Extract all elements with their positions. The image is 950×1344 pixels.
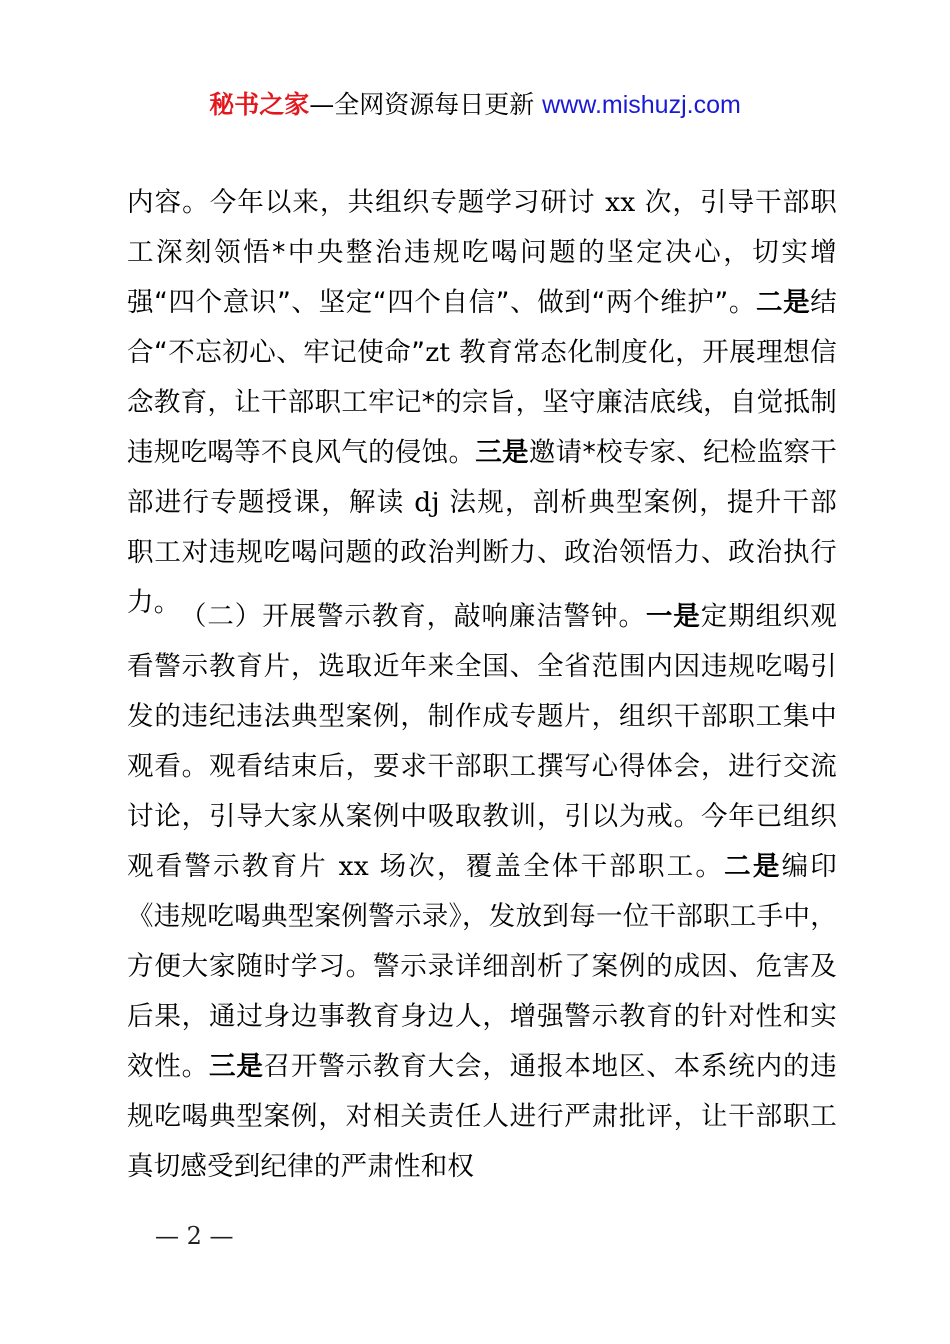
p2-text-5: 召开警示教育大会，通报本地区、本系统内的违规吃喝典型案例，对相关责任人进行严肃批评，让干部职工真切感受到纪律的严肃性和权 bbox=[127, 1051, 837, 1182]
p1-text-5: zt bbox=[425, 337, 451, 368]
p2-text-4: 编印《违规吃喝典型案例警示录》，发放到每一位干部职工手中，方便大家随时学习。警示录详细剖析了案例的成因、危害及后果，通过身边事教育身边人，增强警示教育的针对性和实效性。 bbox=[127, 851, 837, 1082]
paragraph-2 bbox=[127, 592, 837, 1192]
page-header bbox=[0, 88, 950, 122]
p2-bold-3: 三是 bbox=[209, 1051, 264, 1082]
p1-text-2: xx bbox=[605, 187, 636, 218]
p1-bold-1: 二是 bbox=[756, 287, 811, 318]
p1-text-4: 结合“不忘初心、牢记使命” bbox=[127, 287, 837, 368]
site-url-link[interactable]: www.mishuzj.com bbox=[542, 91, 741, 119]
p2-bold-2: 二是 bbox=[724, 851, 782, 882]
header-slogan: 全网资源每日更新 bbox=[334, 90, 543, 119]
p1-text-9: 法规，剖析典型案例，提升干部职工对违规吃喝问题的政治判断力、政治领悟力、政治执行力。 bbox=[127, 487, 837, 618]
p2-text-2: xx bbox=[338, 851, 369, 882]
p1-text-8: dj bbox=[414, 487, 440, 518]
paragraph-1 bbox=[127, 178, 837, 628]
p1-text-7: 邀请*校专家、纪检监察干部进行专题授课，解读 bbox=[127, 437, 837, 518]
p2-text-1: 定期组织观看警示教育片，选取近年来全国、全省范围内因违规吃喝引发的违纪违法典型案例，制作成专题片，组织干部职工集中观看。观看结束后，要求干部职工撰写心得体会，进行交流讨论，引导大家从案例中吸取教训，引以为戒。今年已组织观看警示教育片 bbox=[127, 601, 838, 882]
brand-name: 秘书之家 bbox=[209, 90, 310, 119]
p2-text-3: 场次，覆盖全体干部职工。 bbox=[368, 851, 725, 882]
p2-bold-1: 一是 bbox=[645, 601, 701, 632]
header-separator: — bbox=[309, 90, 335, 119]
p2-heading: （二）开展警示教育，敲响廉洁警钟。 bbox=[180, 601, 646, 632]
p1-text-1: 内容。今年以来，共组织专题学习研讨 bbox=[127, 187, 606, 218]
p1-text-6: 教育常态化制度化，开展理想信念教育，让干部职工牢记*的宗旨，坚守廉洁底线，自觉抵制违规吃喝等不良风气的侵蚀。 bbox=[127, 337, 837, 468]
p1-text-3: 次，引导干部职工深刻领悟*中央整治违规吃喝问题的坚定决心，切实增强“四个意识”、坚定“四个自信”、做到“两个维护”。 bbox=[127, 187, 837, 318]
page-number: — 2 — bbox=[155, 1222, 234, 1250]
p1-bold-2: 三是 bbox=[475, 437, 529, 468]
